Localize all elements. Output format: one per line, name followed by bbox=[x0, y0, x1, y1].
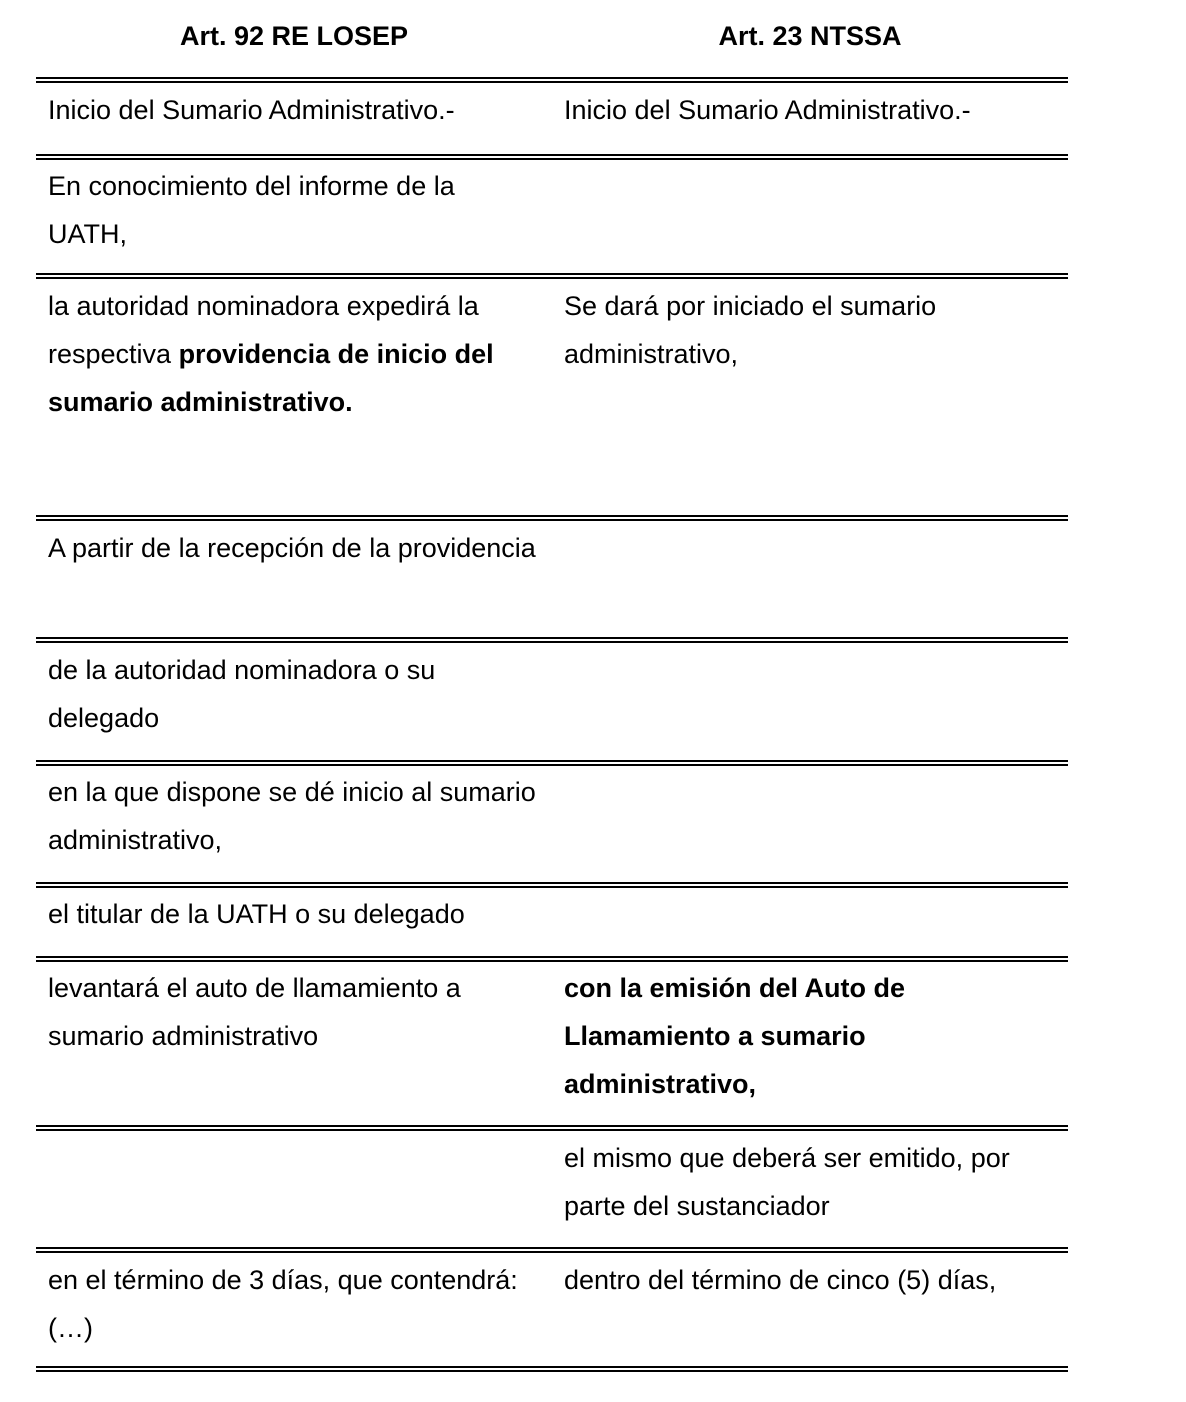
row-8-left: levantará el auto de llamamiento a sumario administrativo bbox=[48, 973, 469, 1051]
table-rule bbox=[36, 882, 1068, 888]
row-4-left: A partir de la recepción de la providencia bbox=[48, 533, 536, 563]
row-1-right: Inicio del Sumario Administrativo.- bbox=[564, 95, 971, 125]
row-9-right: el mismo que deberá ser emitido, por parte del sustanciador bbox=[564, 1143, 1018, 1221]
table-header bbox=[0, 0, 1186, 76]
row-1-left: Inicio del Sumario Administrativo.- bbox=[48, 95, 455, 125]
table-rule bbox=[36, 77, 1068, 83]
row-5-left: de la autoridad nominadora o su delegado bbox=[48, 655, 443, 733]
row-8-right: con la emisión del Auto de Llamamiento a sumario administrativo, bbox=[564, 973, 913, 1099]
table-rule bbox=[36, 760, 1068, 766]
row-10-right: dentro del término de cinco (5) días, bbox=[564, 1265, 997, 1295]
header-art-92-re-losep: Art. 92 RE LOSEP bbox=[179, 21, 409, 51]
table-rule bbox=[36, 154, 1068, 160]
table-rule bbox=[36, 637, 1068, 643]
header-art-23-ntssa: Art. 23 NTSSA bbox=[718, 21, 902, 51]
row-3-left-plain: la autoridad nominadora expedirá la respectiva bbox=[48, 291, 487, 369]
row-3-left bbox=[48, 282, 538, 426]
row-7-left: el titular de la UATH o su delegado bbox=[48, 899, 465, 929]
table-rule bbox=[36, 515, 1068, 521]
table-rule bbox=[36, 956, 1068, 962]
row-3-right: Se dará por iniciado el sumario administrativo, bbox=[564, 291, 944, 369]
row-2-left: En conocimiento del informe de la UATH, bbox=[48, 171, 463, 249]
table-rule bbox=[36, 1247, 1068, 1253]
table-rule bbox=[36, 1366, 1068, 1372]
row-6-left: en la que dispone se dé inicio al sumario administrativo, bbox=[48, 777, 544, 855]
table-rule bbox=[36, 273, 1068, 279]
row-3-left-bold: providencia de inicio del sumario administrativo. bbox=[48, 339, 502, 417]
row-10-left: en el término de 3 días, que contendrá: (…) bbox=[48, 1265, 526, 1343]
table-rule bbox=[36, 1125, 1068, 1131]
